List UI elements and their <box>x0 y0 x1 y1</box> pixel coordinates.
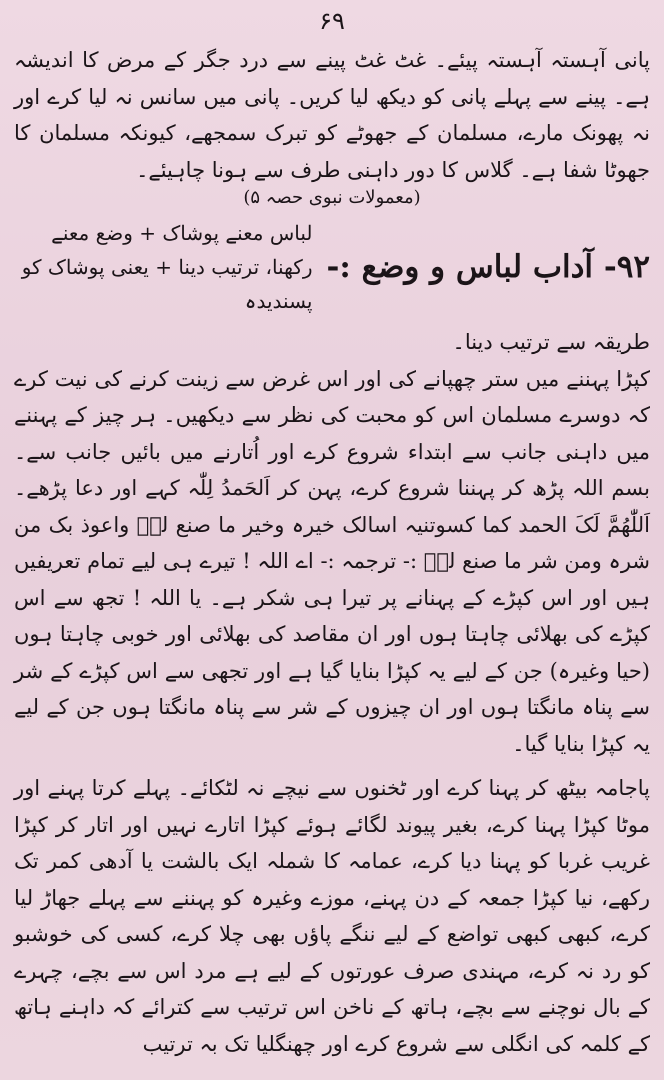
section-definition-continued: طریقہ سے ترتیب دینا۔ <box>452 330 650 354</box>
paragraph-gap <box>14 762 650 770</box>
section-heading: ۹۲- آداب لباس و وضع :- <box>326 249 650 285</box>
section-definition: لباس معنے پوشاک + وضع معنے رکھنا، ترتیب دینا + یعنی پوشاک کو پسندیدہ <box>21 221 313 313</box>
etiquette-paragraph: پاجامہ بیٹھ کر پہنا کرے اور ٹخنوں سے نیچے نہ لٹکائے۔ پہلے کرتا پہنے اور موٹا کپڑا پہنا کرے، بغیر پیوند لگائے ہوئے کپڑا اتارے نہیں اور اتار کر کپڑا غریب غربا کو پہنا دیا کرے، عمامہ کا شملہ ایک بالشت یا آدھی کمر تک رکھے، نیا کپڑا جمعہ کے دن پہنے، موزے وغیرہ کو پہننے سے پہلے جھاڑ لیا کرے، کبھی کبھی تواضع کے لیے ننگے پاؤں بھی چلا کرے، کسی کی خوشبو کو رد نہ کرے، مہندی صرف عورتوں کے لیے ہے مرد اس سے بچے، چہرے کے بال نوچنے سے بچے، ہاتھ کے ناخن اس ترتیب سے کترائے کہ داہنے ہاتھ کے کلمہ کی انگلی سے شروع کرے اور چھنگلیا تک بہ ترتیب <box>14 776 650 1056</box>
intro-source-citation: (معمولات نبوی حصہ ۵) <box>243 187 421 208</box>
intro-paragraph: پانی آہستہ آہستہ پیئے۔ غٹ غٹ پینے سے درد جگر کے مرض کا اندیشہ ہے۔ پینے سے پہلے پانی کو دیکھ لیا کریں۔ پانی میں سانس نہ لیا کرے اور نہ پھونک مارے، مسلمان کے جھوٹے کو تبرک سمجھے، کیونکہ مسلمان کا جھوٹا شفا ہے۔ گلاس کا دور داہنی طرف سے ہونا چاہیئے۔ <box>14 48 650 182</box>
section-heading-block <box>14 216 650 318</box>
page-number: ۶۹ <box>319 7 345 35</box>
dua-paragraph: کپڑا پہننے میں ستر چھپانے کی اور اس غرض سے زینت کرنے کی نیت کرے کہ دوسرے مسلمان اس کو محبت کی نظر سے دیکھیں۔ ہر چیز کے پہننے میں داہنی جانب سے ابتداء شروع کرے اور اُتارنے میں بائیں جانب سے۔ بسم اللہ پڑھ کر پہننا شروع کرے، پہن کر اَلحَمدُ لِلّٰہ کہے اور دعا پڑھے۔ اَللّٰھُمَّ لَکَ الحمد کما کسوتنیہ اسالک خیرہ وخیر ما صنع لہٗ واعوذ بک من شرہ ومن شر ما صنع لہٗ :- ترجمہ :- اے اللہ ! تیرے ہی لیے تمام تعریفیں ہیں اور اس کپڑے کے پہنانے پر تیرا ہی شکر ہے۔ یا اللہ ! تجھ سے اس کپڑے کی بھلائی چاہتا ہوں اور ان مقاصد کی بھلائی اور خوبی چاہتا ہوں (حیا وغیرہ) جن کے لیے یہ کپڑا بنایا گیا ہے اور تجھی سے اس کپڑے کے شر سے پناہ مانگتا ہوں اور ان چیزوں کے شر سے پناہ مانگتا ہوں جن کے لیے یہ کپڑا بنایا گیا۔ <box>14 366 650 756</box>
